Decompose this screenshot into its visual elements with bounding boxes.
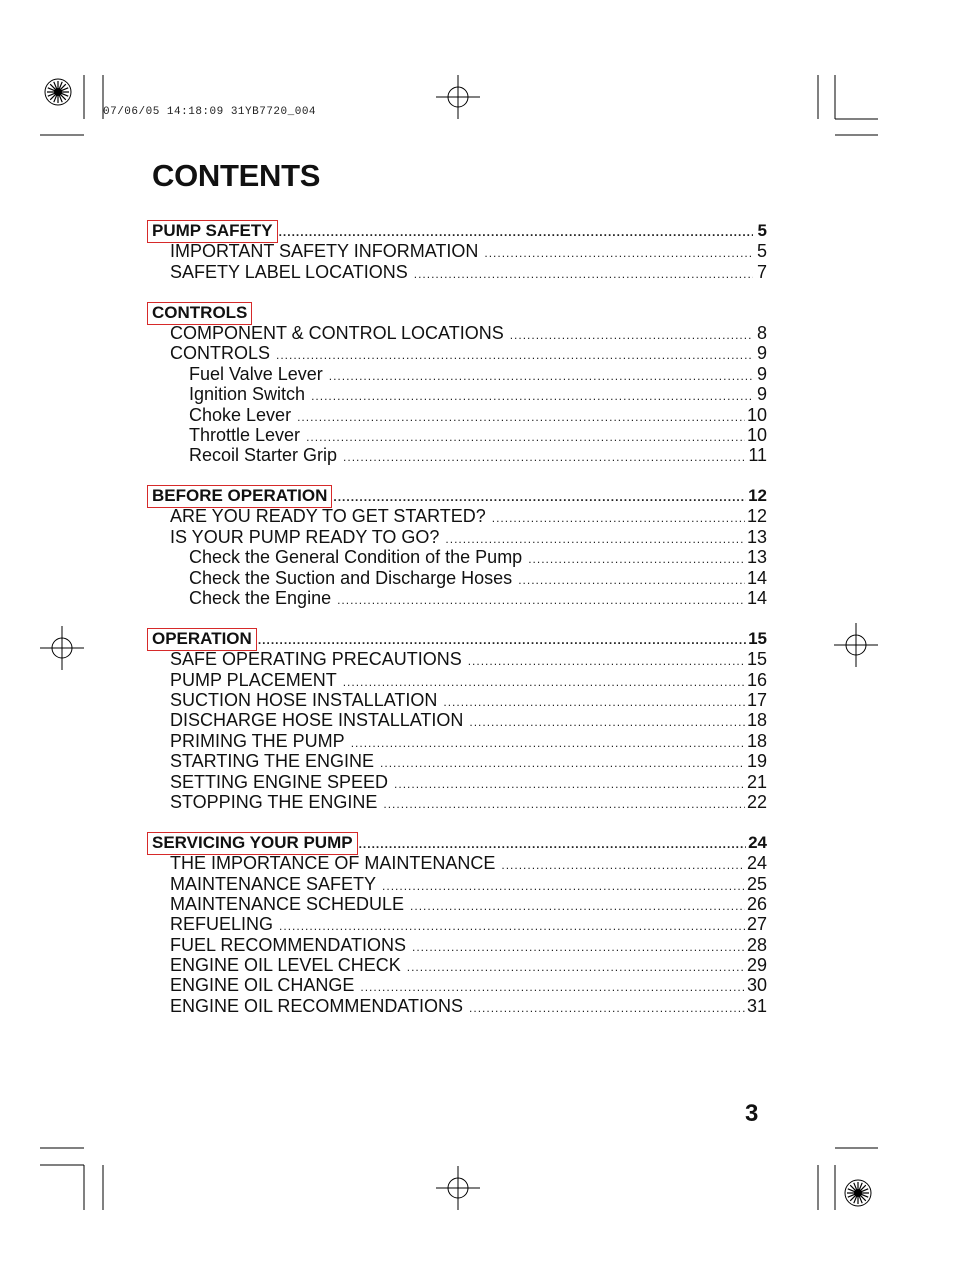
toc-dot-leader	[343, 672, 745, 692]
registration-crosshair-icon	[436, 1166, 480, 1210]
toc-page-number: 24	[746, 853, 767, 874]
toc-entry-label: MAINTENANCE SAFETY	[170, 873, 377, 894]
toc-entry-label: THE IMPORTANCE OF MAINTENANCE	[170, 853, 496, 874]
toc-dot-leader	[351, 733, 745, 753]
registration-starburst-icon	[845, 1180, 871, 1206]
toc-entry-label: STARTING THE ENGINE	[170, 751, 375, 772]
registration-starburst-icon	[45, 79, 71, 105]
toc-dot-leader	[394, 774, 745, 794]
toc-entry-label: MAINTENANCE SCHEDULE	[170, 893, 405, 914]
toc-dot-leader	[492, 508, 745, 528]
registration-crosshair-icon	[40, 626, 84, 670]
toc-page-number: 11	[748, 445, 767, 466]
toc-spacer	[152, 466, 767, 486]
toc-entry-link[interactable]	[152, 670, 767, 690]
toc-entry-label: SETTING ENGINE SPEED	[170, 771, 389, 792]
page-title: CONTENTS	[152, 158, 321, 193]
toc-dot-leader	[412, 937, 745, 957]
toc-page-number: 12	[748, 486, 767, 506]
toc-entry-label: SUCTION HOSE INSTALLATION	[170, 689, 438, 710]
toc-page-number: 17	[746, 689, 767, 710]
toc-entry-link[interactable]	[152, 445, 767, 465]
toc-dot-leader	[343, 447, 746, 467]
toc-dot-leader	[518, 570, 745, 590]
toc-entry-link[interactable]	[152, 792, 767, 812]
toc-page-number: 12	[746, 506, 767, 527]
toc-entry-label: ARE YOU READY TO GET STARTED?	[170, 506, 486, 527]
toc-entry-link[interactable]	[152, 935, 767, 955]
toc-entry-label: Check the Engine	[189, 588, 332, 609]
toc-entry-label: IMPORTANT SAFETY INFORMATION	[170, 241, 479, 262]
toc-entry-link[interactable]	[152, 568, 767, 588]
toc-dot-leader	[337, 590, 745, 610]
toc-spacer	[152, 608, 767, 628]
toc-page-number: 31	[746, 995, 767, 1016]
toc-page-number: 5	[756, 241, 767, 262]
toc-dot-leader	[528, 549, 745, 569]
toc-entry-label: PRIMING THE PUMP	[170, 730, 345, 751]
toc-dot-leader	[380, 753, 745, 773]
toc-entry-link[interactable]	[152, 506, 767, 526]
toc-entry-label: Recoil Starter Grip	[189, 445, 338, 466]
toc-entry-label: Choke Lever	[189, 404, 292, 425]
registration-crosshair-icon	[834, 623, 878, 667]
toc-dot-leader	[407, 957, 745, 977]
toc-entry-link[interactable]	[152, 405, 767, 425]
toc-entry-label: OPERATION	[152, 628, 252, 648]
toc-section-link[interactable]	[152, 303, 767, 323]
toc-dot-leader	[469, 998, 745, 1018]
toc-dot-leader	[333, 487, 746, 507]
toc-dot-leader	[468, 651, 745, 671]
toc-page-number: 28	[746, 934, 767, 955]
toc-entry-link[interactable]	[152, 343, 767, 363]
toc-entry-label: PUMP SAFETY	[152, 221, 273, 240]
toc-spacer	[152, 812, 767, 832]
toc-entry-label: SERVICING YOUR PUMP	[152, 832, 353, 852]
toc-entry-link[interactable]	[152, 547, 767, 567]
toc-section-link[interactable]	[152, 629, 767, 649]
toc-entry-link[interactable]	[152, 364, 767, 384]
toc-entry-label: IS YOUR PUMP READY TO GO?	[170, 526, 440, 547]
toc-entry-label: FUEL RECOMMENDATIONS	[170, 934, 407, 955]
toc-entry-link[interactable]	[152, 588, 767, 608]
toc-page-number: 9	[756, 343, 767, 364]
toc-dot-leader	[279, 222, 753, 242]
toc-dot-leader	[359, 834, 746, 854]
toc-dot-leader	[469, 712, 745, 732]
toc-entry-link[interactable]	[152, 527, 767, 547]
toc-entry-link[interactable]	[152, 894, 767, 914]
toc-spacer	[152, 282, 767, 302]
toc-dot-leader	[410, 896, 745, 916]
toc-entry-link[interactable]	[152, 649, 767, 669]
toc-dot-leader	[484, 243, 753, 263]
toc-entry-label: REFUELING	[170, 914, 274, 935]
toc-entry-link[interactable]	[152, 874, 767, 894]
page-number: 3	[745, 1100, 759, 1127]
toc-page-number: 10	[746, 424, 767, 445]
toc-entry-label: Check the Suction and Discharge Hoses	[189, 567, 513, 588]
toc-page-number: 15	[748, 628, 767, 648]
toc-section-link[interactable]	[152, 833, 767, 853]
toc-entry-label: BEFORE OPERATION	[152, 486, 328, 506]
toc-page-number: 13	[746, 547, 767, 568]
toc-entry-label: ENGINE OIL RECOMMENDATIONS	[170, 995, 464, 1016]
toc-entry-link[interactable]	[152, 751, 767, 771]
toc-entry-label: SAFE OPERATING PRECAUTIONS	[170, 649, 462, 670]
toc-section-link[interactable]	[152, 486, 767, 506]
toc-page-number: 21	[746, 771, 767, 792]
toc-page-number: 29	[746, 955, 767, 976]
toc-dot-leader	[279, 916, 745, 936]
toc-entry-label: Fuel Valve Lever	[189, 363, 323, 384]
toc-page-number: 30	[746, 975, 767, 996]
toc-page-number: 14	[746, 567, 767, 588]
toc-dot-leader	[329, 366, 753, 386]
toc-page-number: 18	[746, 730, 767, 751]
table-of-contents	[152, 221, 767, 1016]
toc-page-number: 8	[756, 322, 767, 343]
toc-dot-leader	[510, 325, 753, 345]
toc-page-number: 27	[746, 914, 767, 935]
toc-dot-leader	[258, 630, 746, 650]
toc-entry-label: STOPPING THE ENGINE	[170, 791, 378, 812]
toc-entry-link[interactable]	[152, 241, 767, 261]
toc-entry-label: Check the General Condition of the Pump	[189, 547, 523, 568]
toc-entry-link[interactable]	[152, 710, 767, 730]
toc-page-number: 5	[757, 221, 767, 240]
registration-crosshair-icon	[436, 75, 480, 119]
toc-entry-link[interactable]	[152, 955, 767, 975]
toc-entry-label: PUMP PLACEMENT	[170, 669, 337, 690]
toc-dot-leader	[360, 977, 745, 997]
toc-entry-label: ENGINE OIL CHANGE	[170, 975, 355, 996]
toc-page-number: 16	[746, 669, 767, 690]
toc-dot-leader	[311, 386, 753, 406]
toc-dot-leader	[297, 407, 745, 427]
toc-page-number: 25	[746, 873, 767, 894]
toc-entry-link[interactable]	[152, 914, 767, 934]
toc-entry-link[interactable]	[152, 690, 767, 710]
toc-entry-link[interactable]	[152, 975, 767, 995]
toc-entry-link[interactable]	[152, 996, 767, 1016]
toc-page-number: 14	[746, 588, 767, 609]
toc-page-number: 15	[746, 649, 767, 670]
toc-entry-label: CONTROLS	[152, 302, 248, 322]
toc-page-number: 9	[756, 363, 767, 384]
toc-page-number: 10	[746, 404, 767, 425]
toc-page-number: 19	[746, 751, 767, 772]
toc-entry-link[interactable]	[152, 853, 767, 873]
toc-entry-label: Ignition Switch	[189, 384, 306, 405]
toc-entry-label: SAFETY LABEL LOCATIONS	[170, 261, 408, 282]
toc-entry-label: ENGINE OIL LEVEL CHECK	[170, 955, 401, 976]
toc-page-number: 7	[756, 261, 767, 282]
toc-entry-link[interactable]	[152, 772, 767, 792]
toc-page-number: 18	[746, 710, 767, 731]
toc-entry-label: Throttle Lever	[189, 424, 301, 445]
toc-dot-leader	[501, 855, 745, 875]
toc-dot-leader	[306, 427, 745, 447]
toc-section-link[interactable]	[152, 221, 767, 241]
toc-page-number: 13	[746, 526, 767, 547]
toc-entry-link[interactable]	[152, 262, 767, 282]
toc-dot-leader	[443, 692, 745, 712]
toc-entry-label: CONTROLS	[170, 343, 271, 364]
toc-dot-leader	[383, 794, 745, 814]
toc-entry-link[interactable]	[152, 384, 767, 404]
toc-entry-link[interactable]	[152, 323, 767, 343]
toc-dot-leader	[276, 345, 753, 365]
toc-page-number: 26	[746, 893, 767, 914]
toc-dot-leader	[382, 876, 745, 896]
toc-page-number: 22	[746, 791, 767, 812]
print-slug: 07/06/05 14:18:09 31YB7720_004	[103, 106, 317, 118]
toc-entry-label: COMPONENT & CONTROL LOCATIONS	[170, 322, 504, 343]
toc-entry-link[interactable]	[152, 425, 767, 445]
toc-entry-label: DISCHARGE HOSE INSTALLATION	[170, 710, 464, 731]
toc-page-number: 9	[756, 384, 767, 405]
toc-dot-leader	[445, 529, 745, 549]
toc-entry-link[interactable]	[152, 731, 767, 751]
toc-dot-leader	[414, 264, 753, 284]
toc-page-number: 24	[748, 832, 767, 852]
